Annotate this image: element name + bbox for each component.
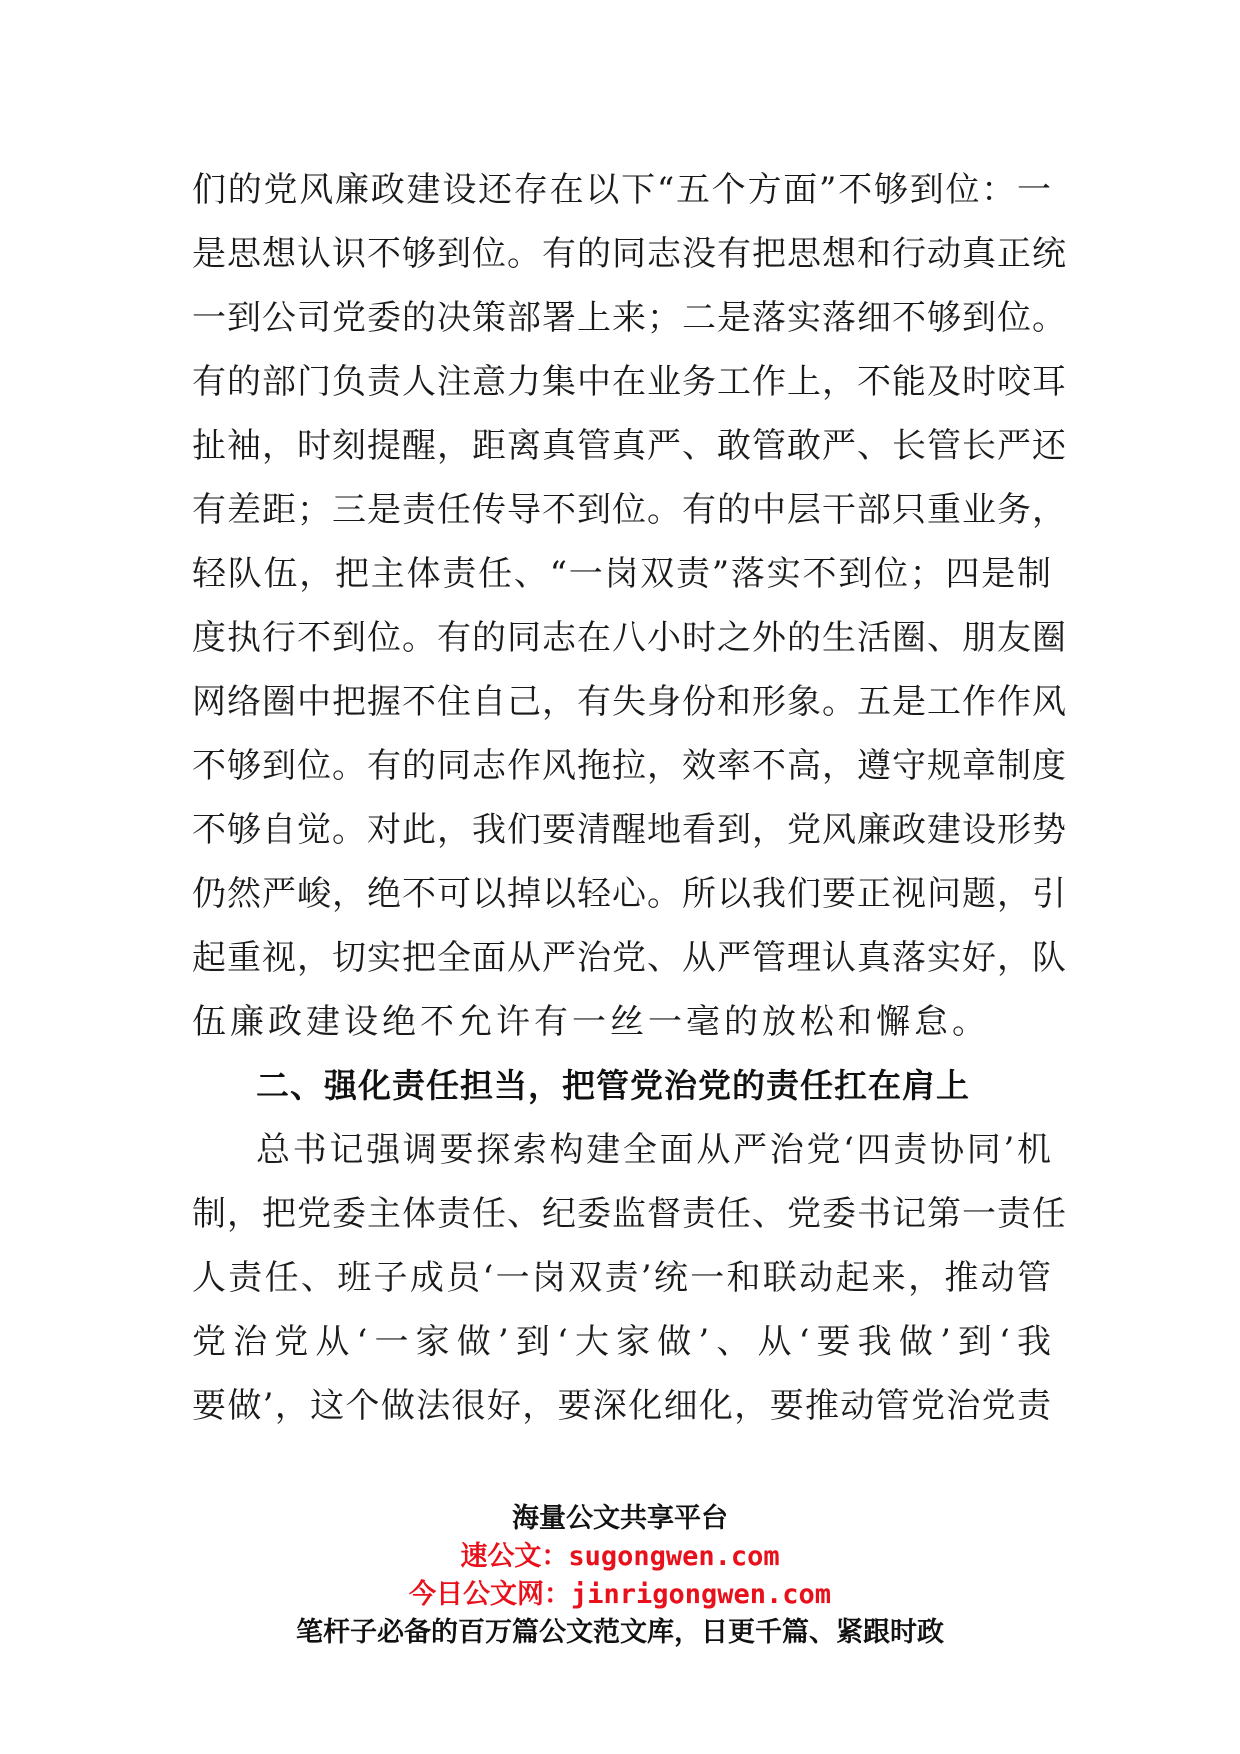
footer-site1 [0,1538,1240,1576]
para2-line-4: 党治党从‘一家做’到‘大家做’、从‘要我做’到‘我 [192,1322,1052,1362]
para2-line-1: 总书记强调要探索构建全面从严治党‘四责协同’机 [256,1130,1052,1170]
body-line-10: 不够到位。有的同志作风拖拉，效率不高，遵守规章制度 [192,746,1067,786]
body-line-13: 起重视，切实把全面从严治党、从严管理认真落实好，队 [192,938,1067,978]
body-line-9: 网络圈中把握不住自己，有失身份和形象。五是工作作风 [192,682,1067,722]
document-body [192,158,1067,1438]
section-heading: 二、强化责任担当，把管党治党的责任扛在肩上 [256,1066,970,1105]
body-line-14: 伍廉政建设绝不允许有一丝一毫的放松和懈怠。 [192,1002,990,1042]
body-line-12: 仍然严峻，绝不可以掉以轻心。所以我们要正视问题，引 [192,874,1067,914]
footer-slogan: 笔杆子必备的百万篇公文范文库，日更千篇、紧跟时政 [296,1617,944,1648]
body-line-4: 有的部门负责人注意力集中在业务工作上，不能及时咬耳 [192,362,1067,402]
para2-line-5: 要做’，这个做法很好，要深化细化，要推动管党治党责 [192,1386,1052,1426]
footer-platform: 海量公文共享平台 [512,1503,728,1534]
footer-site2-label: 今日公文网： [408,1579,571,1610]
footer-banner [0,1500,1240,1652]
body-line-5: 扯袖，时刻提醒，距离真管真严、敢管敢严、长管长严还 [192,426,1067,466]
footer-site2-link[interactable]: jinrigongwen.com [570,1579,832,1610]
footer-site1-link[interactable]: sugongwen.com [568,1541,780,1572]
body-line-7: 轻队伍，把主体责任、“一岗双责”落实不到位；四是制 [192,554,1052,594]
body-line-8: 度执行不到位。有的同志在八小时之外的生活圈、朋友圈 [192,618,1067,658]
body-line-11: 不够自觉。对此，我们要清醒地看到，党风廉政建设形势 [192,810,1067,850]
body-line-3: 一到公司党委的决策部署上来；二是落实落细不够到位。 [192,298,1067,338]
para2-line-3: 人责任、班子成员‘一岗双责’统一和联动起来，推动管 [192,1258,1052,1298]
footer-site2 [0,1576,1240,1614]
body-line-1: 们的党风廉政建设还存在以下“五个方面”不够到位：一 [192,170,1052,210]
para2-line-2: 制，把党委主体责任、纪委监督责任、党委书记第一责任 [192,1194,1067,1234]
footer-site1-label: 速公文： [460,1541,569,1572]
body-line-2: 是思想认识不够到位。有的同志没有把思想和行动真正统 [192,234,1067,274]
body-line-6: 有差距；三是责任传导不到位。有的中层干部只重业务， [192,490,1067,530]
